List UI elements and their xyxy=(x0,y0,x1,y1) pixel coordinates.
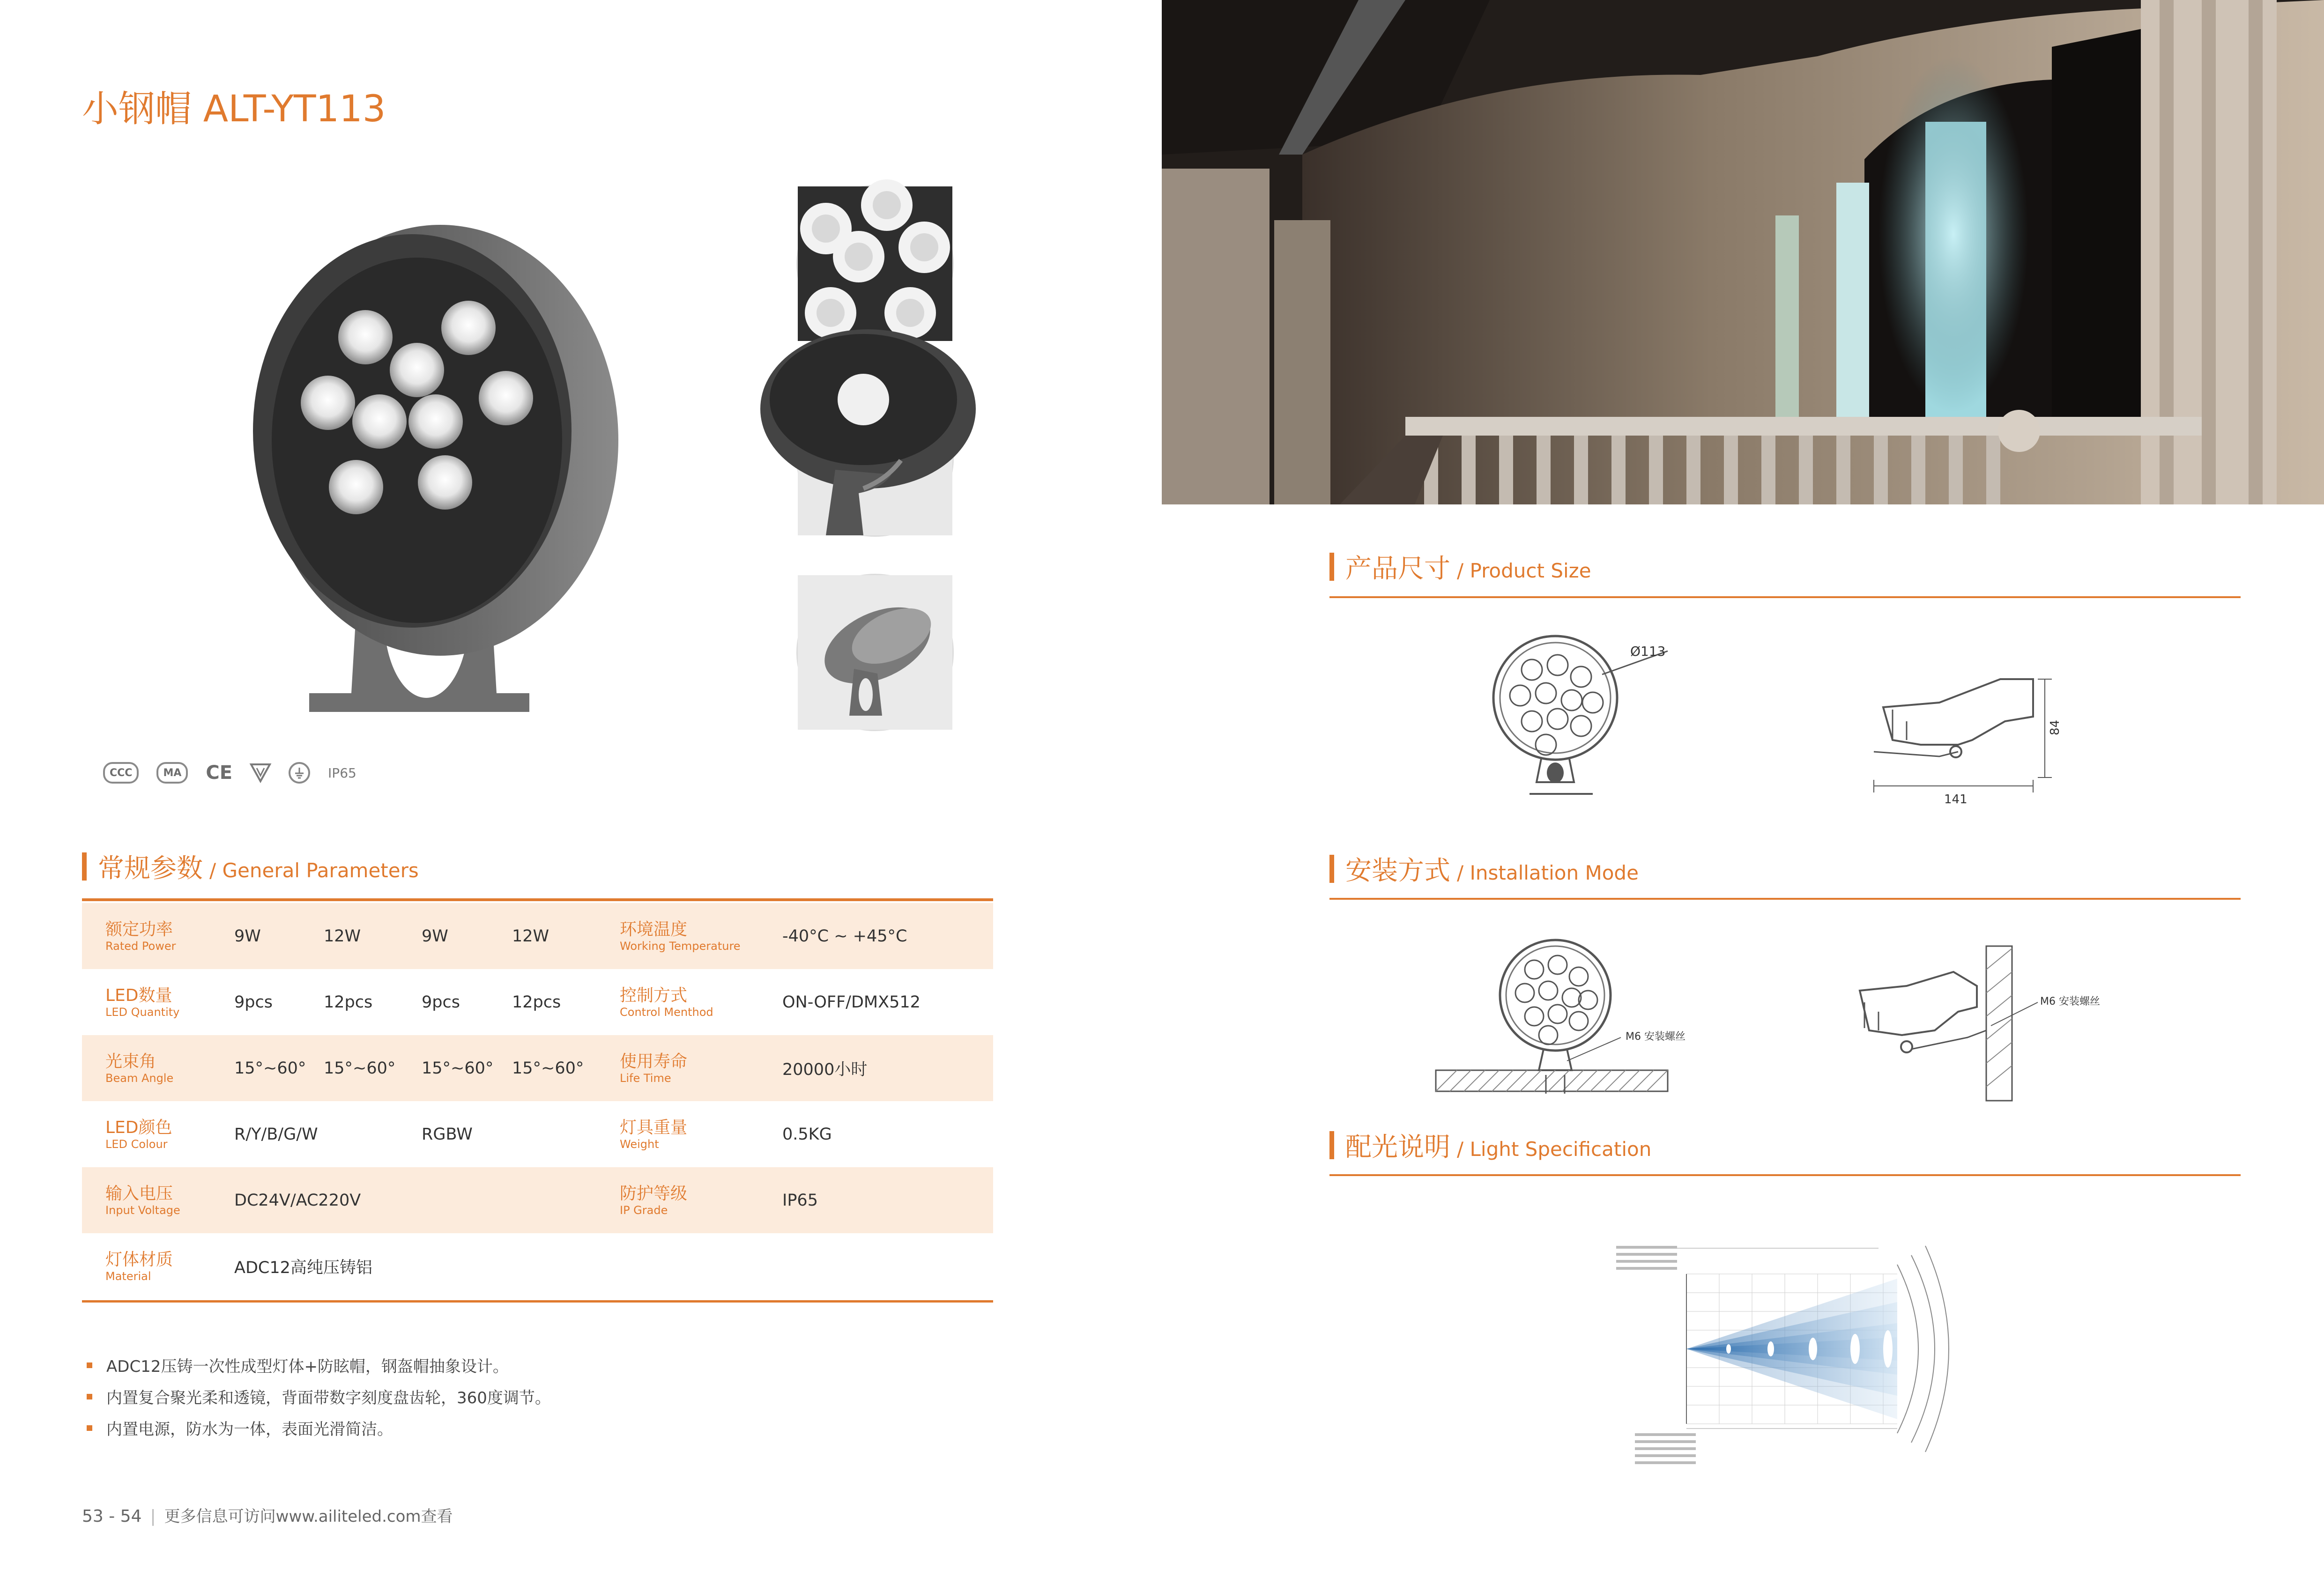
section-divider xyxy=(1329,1174,2241,1176)
table-divider xyxy=(82,1300,993,1303)
product-size-heading: 产品尺寸 / Product Size xyxy=(1329,548,1591,585)
ccc-cert-icon: CCC xyxy=(103,762,139,784)
application-photo xyxy=(1162,0,2324,504)
detail-image-back xyxy=(796,574,954,731)
general-params-heading: 常规参数 / General Parameters xyxy=(82,848,419,885)
light-distribution-diagram xyxy=(1616,1227,1953,1475)
triangle-cert-icon xyxy=(250,764,271,782)
light-spec-heading: 配光说明 / Light Specification xyxy=(1329,1126,1651,1164)
general-params-table xyxy=(82,903,993,1299)
width-label: 141 xyxy=(1944,792,1968,807)
table-row: 灯体材质 Material ADC12高纯压铸铝 xyxy=(105,1250,372,1283)
feature-item: 内置电源，防水为一体，表面光滑简洁。 xyxy=(87,1416,393,1439)
ground-screw-label: M6 安装螺丝 xyxy=(1626,1031,1685,1043)
ma-cert-icon: MA xyxy=(156,762,188,784)
front-dimension-drawing xyxy=(1476,632,1700,801)
table-row: 输入电压 Input Voltage DC24V/AC220V 防护等级 IP Grade IP65 xyxy=(82,1167,993,1233)
ground-install-drawing xyxy=(1433,934,1685,1103)
installation-mode-heading: 安装方式 / Installation Mode xyxy=(1329,850,1639,888)
certification-row xyxy=(103,761,356,785)
detail-image-lenses xyxy=(796,185,954,342)
table-row: 光束角 Beam Angle 15°~60° 15°~60° 15°~60° 15°~60° 使用寿命 Life Time 20000小时 xyxy=(82,1035,993,1101)
table-row: LED数量 LED Quantity 9pcs 12pcs 9pcs 12pcs 控制方式 Control Menthod ON-OFF/DMX512 xyxy=(105,985,921,1019)
wall-screw-label: M6 安装螺丝 xyxy=(2040,996,2100,1007)
detail-image-side xyxy=(796,379,954,537)
table-row: 额定功率 Rated Power 9W 12W 9W 12W 环境温度 Working Temperature -40°C ~ +45°C xyxy=(82,903,993,969)
section-divider xyxy=(82,898,993,901)
section-divider xyxy=(1329,596,2241,598)
ce-cert-icon: CE xyxy=(206,762,233,784)
page-title: 小钢帽 ALT-YT113 xyxy=(82,88,386,130)
height-label: 84 xyxy=(2048,719,2062,735)
page-footer: 53 - 54 | 更多信息可访问www.ailiteled.com查看 xyxy=(82,1507,453,1526)
footer-website-text: 更多信息可访问www.ailiteled.com查看 xyxy=(164,1507,453,1526)
table-row: LED颜色 LED Colour R/Y/B/G/W RGBW 灯具重量 Weight 0.5KG xyxy=(105,1118,832,1151)
feature-item: 内置复合聚光柔和透镜，背面带数字刻度盘齿轮，360度调节。 xyxy=(87,1385,551,1408)
side-dimension-drawing xyxy=(1864,670,2080,806)
product-image xyxy=(244,197,618,726)
ip65-label: IP65 xyxy=(328,765,356,781)
section-divider xyxy=(1329,898,2241,900)
page-numbers: 53 - 54 xyxy=(82,1507,142,1526)
ground-cert-icon xyxy=(289,762,310,784)
wall-install-drawing xyxy=(1850,941,2113,1101)
feature-item: ADC12压铸一次性成型灯体+防眩帽，钢盔帽抽象设计。 xyxy=(87,1354,509,1377)
diameter-label: Ø113 xyxy=(1630,644,1666,659)
